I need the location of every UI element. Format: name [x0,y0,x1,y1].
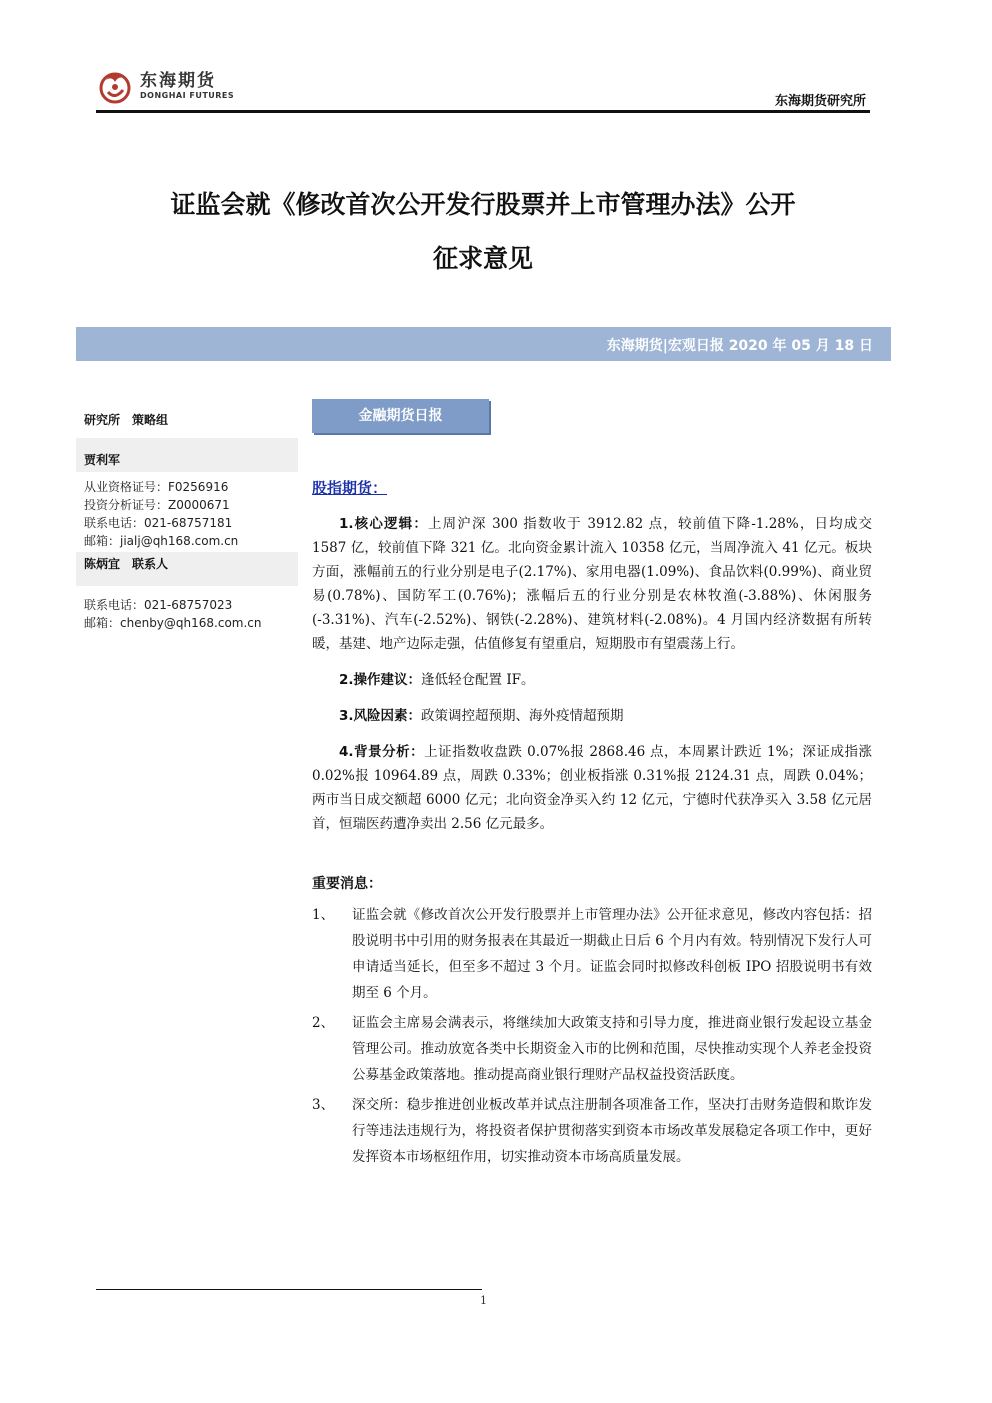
news-number: 2、 [312,1015,335,1031]
donghai-logo-icon [96,66,134,106]
list-item [312,902,872,1006]
paragraph-label: 3.风险因素： [339,708,422,724]
footer-rule [96,1289,482,1290]
banner-text: 东海期货|宏观日报 2020 年 05 月 18 日 [606,338,873,354]
contact-phone: 联系电话：021-68757023 [84,598,233,612]
contact-name: 陈炳宜 联系人 [76,552,298,586]
paragraph-label: 4.背景分析： [339,744,425,760]
title-line-2: 征求意见 [432,244,533,273]
main-content [312,476,872,1174]
report-banner [76,327,891,361]
company-logo [96,64,236,108]
header-rule [96,110,870,113]
section-heading: 股指期货： [312,479,388,497]
list-item [312,1092,872,1170]
analyst-email: 邮箱：jialj@qh168.com.cn [84,534,239,548]
institute-name: 东海期货研究所 [774,94,866,109]
news-text: 证监会主席易会满表示，将继续加大政策支持和引导力度，推进商业银行发起设立基金管理公司。推动放宽各类中长期资金入市的比例和范围，尽快推动实现个人养老金投资公募基金政策落地。推动提高商业银行理财产品权益投资活跃度。 [352,1015,872,1083]
paragraph-risk [312,704,872,728]
paragraph-advice [312,668,872,692]
logo-chinese-name: 东海期货 [140,71,216,91]
analyst-investment-cert: 投资分析证号：Z0000671 [84,498,230,512]
news-heading: 重要消息： [312,876,382,892]
report-title [96,178,870,286]
list-item [312,1010,872,1088]
news-text: 深交所：稳步推进创业板改革并试点注册制各项准备工作，坚决打击财务造假和欺诈发行等违法违规行为，将投资者保护贯彻落实到资本市场改革发展稳定各项工作中，更好发挥资本市场枢纽作用，切实推动资本市场高质量发展。 [352,1097,872,1165]
analyst-sidebar [84,408,298,632]
logo-english-name: DONGHAI FUTURES [140,91,235,100]
team-label: 研究所 策略组 [84,413,169,427]
news-text: 证监会就《修改首次公开发行股票并上市管理办法》公开征求意见，修改内容包括：招股说明书中引用的财务报表在其最近一期截止日后 6 个月内有效。特别情况下发行人可申请适当延长，但至多不超过 3 个月。证监会同时拟修改科创板 IPO 招股说明书有效期至 6 个月。 [352,907,872,1001]
paragraph-core-logic [312,512,872,656]
paragraph-text: 上证指数收盘跌 0.07%报 2868.46 点，本周累计跌近 1%；深证成指涨 0.02%报 10964.89 点，周跌 0.33%；创业板指涨 0.31%报 2124.31 点，周跌 0.04%；两市当日成交额超 6000 亿元；北向资金净买入约 12 亿元，宁德时代获净买入 3.58 亿元居首，恒瑞医药遭净卖出 2.56 亿元最多。 [312,744,872,832]
report-type-badge: 金融期货日报 [312,399,489,433]
analyst-name: 贾利军 [76,438,298,472]
news-number: 1、 [312,907,335,923]
paragraph-text: 政策调控超预期、海外疫情超预期 [421,708,624,724]
contact-email: 邮箱：chenby@qh168.com.cn [84,616,262,630]
title-line-1: 证监会就《修改首次公开发行股票并上市管理办法》公开 [170,190,796,219]
analyst-phone: 联系电话：021-68757181 [84,516,233,530]
paragraph-background [312,740,872,836]
analyst-qualification: 从业资格证号：F0256916 [84,480,229,494]
news-number: 3、 [312,1097,335,1113]
page-number: 1 [480,1294,487,1307]
paragraph-label: 2.操作建议： [339,672,422,688]
news-list [312,902,872,1170]
paragraph-label: 1.核心逻辑： [339,516,428,532]
paragraph-text: 逢低轻仓配置 IF。 [421,672,535,688]
paragraph-text: 上周沪深 300 指数收于 3912.82 点，较前值下降-1.28%，日均成交 1587 亿，较前值下降 321 亿。北向资金累计流入 10358 亿元，当周净流入 41 亿元。板块方面，涨幅前五的行业分别是电子(2.17%)、家用电器(1.09%)、食品饮料(0.99%)、商业贸易(0.78%)、国防军工(0.76%)；涨幅后五的行业分别是农林牧渔(-3.88%)、休闲服务(-3.31%)、汽车(-2.52%)、钢铁(-2.28%)、建筑材料(-2.08%)。4 月国内经济数据有所转暖，基建、地产边际走强，估值修复有望重启，短期股市有望震荡上行。 [312,516,872,652]
